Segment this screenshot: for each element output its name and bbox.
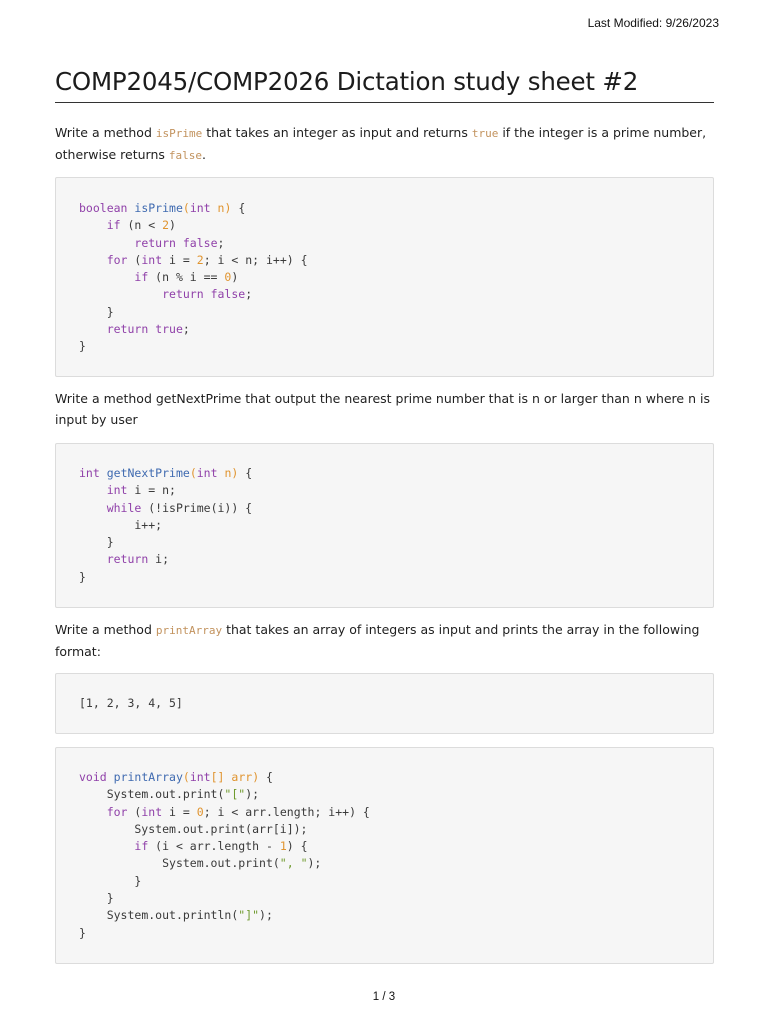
code-line: System.out.print("["); <box>106 787 260 802</box>
code-line: } <box>79 569 86 584</box>
code-line: return false; <box>134 235 225 250</box>
code-line: boolean isPrime(int n) { <box>79 201 246 215</box>
code-line: i++; <box>79 517 163 532</box>
code-line: return true; <box>106 322 190 337</box>
code-block-isprime <box>55 177 714 377</box>
code-line: if (i < arr.length - 1) { <box>134 839 308 854</box>
question-2-text: Write a method getNextPrime that output the nearest prime number that is n or larger than n where n is input by user <box>55 391 710 427</box>
code-line: for (int i = 0; i < arr.length; i++) { <box>106 804 370 819</box>
code-line: } <box>79 925 86 940</box>
format-example: [1, 2, 3, 4, 5] <box>79 696 183 710</box>
question-3-text: Write a method printArray that takes an array of integers as input and prints the array in the following format: <box>55 622 700 659</box>
code-line: } <box>79 304 114 319</box>
code-line: int getNextPrime(int n) { <box>79 466 253 480</box>
code-line: int i = n; <box>106 483 176 498</box>
code-line: } <box>79 535 114 550</box>
code-line: void printArray(int[] arr) { <box>79 770 273 784</box>
last-modified-date: Last Modified: 9/26/2023 <box>587 16 719 30</box>
code-line: return false; <box>162 287 253 302</box>
code-line: while (!isPrime(i)) { <box>106 500 253 515</box>
code-getnextprime <box>79 465 252 586</box>
code-line: if (n < 2) <box>106 218 176 233</box>
code-line: System.out.print(arr[i]); <box>79 821 308 836</box>
inline-code-true: true <box>471 127 499 140</box>
code-line: for (int i = 2; i < n; i++) { <box>106 252 308 267</box>
inline-code-isprime: isPrime <box>155 127 203 140</box>
code-line: } <box>79 891 114 906</box>
page-title: COMP2045/COMP2026 Dictation study sheet #2 <box>55 67 714 103</box>
code-printarray <box>79 769 370 942</box>
inline-code-false: false <box>168 148 203 162</box>
code-line: return i; <box>106 552 170 567</box>
inline-code-printarray: printArray <box>155 624 223 637</box>
format-example-block <box>55 673 714 734</box>
code-line: } <box>79 873 142 888</box>
code-isprime <box>79 200 308 356</box>
code-line: } <box>79 339 86 354</box>
code-line: if (n % i == 0) <box>134 270 239 285</box>
code-block-printarray <box>55 747 714 964</box>
code-block-getnextprime <box>55 443 714 608</box>
code-line: System.out.print(", "); <box>162 856 322 871</box>
question-1-text: Write a method isPrime that takes an integer as input and returns true if the integer is a prime number, otherwise returns false. <box>55 125 707 162</box>
page-number: 1 / 3 <box>372 991 396 1003</box>
code-line: System.out.println("]"); <box>106 908 273 923</box>
